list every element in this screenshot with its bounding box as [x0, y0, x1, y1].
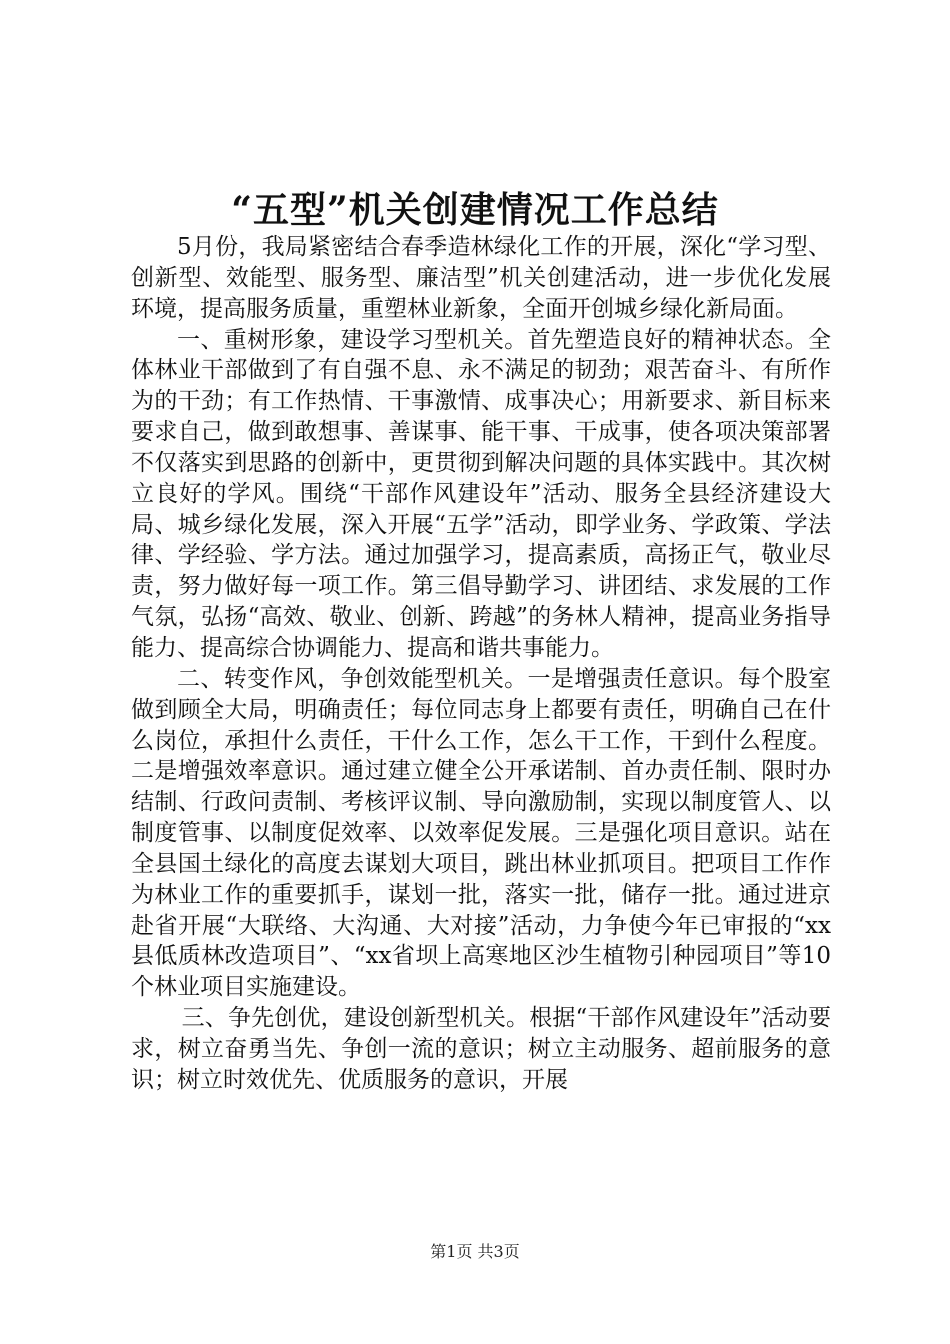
paragraph-innovation-organ: 三、争先创优，建设创新型机关。根据“干部作风建设年”活动要求，树立奋勇当先、争创一流的意识；树立主动服务、超前服务的意识；树立时效优先、优质服务的意识，开展 [131, 1005, 831, 1093]
paragraph-efficiency-organ: 二、转变作风，争创效能型机关。一是增强责任意识。每个股室做到顾全大局，明确责任；每位同志身上都要有责任，明确自己在什么岗位，承担什么责任，干什么工作，怎么干工作，干到什么程度。二是增强效率意识。通过建立健全公开承诺制、首办责任制、限时办结制、行政问责制、考核评议制、导向激励制，实现以制度管人、以制度管事、以制度促效率、以效率促发展。三是强化项目意识。站在全县国土绿化的高度去谋划大项目，跳出林业抓项目。把项目工作作为林业工作的重要抓手，谋划一批，落实一批，储存一批。通过进京赴省开展“大联络、大沟通、大对接”活动，力争使今年已审报的“xx县低质林改造项目”、“xx省坝上高寒地区沙生植物引种园项目”等10个林业项目实施建设。 [131, 665, 831, 1001]
document-body [131, 232, 831, 1096]
paragraph-learning-organ: 一、重树形象，建设学习型机关。首先塑造良好的精神状态。全体林业干部做到了有自强不息、永不满足的韧劲；艰苦奋斗、有所作为的干劲；有工作热情、干事激情、成事决心；用新要求、新目标来要求自己，做到敢想事、善谋事、能干事、干成事，使各项决策部署不仅落实到思路的创新中，更贯彻到解决问题的具体实践中。其次树立良好的学风。围绕“干部作风建设年”活动、服务全县经济建设大局、城乡绿化发展，深入开展“五学”活动，即学业务、学政策、学法律、学经验、学方法。通过加强学习，提高素质，高扬正气，敬业尽责，努力做好每一项工作。第三倡导勤学习、讲团结、求发展的工作气氛，弘扬“高效、敬业、创新、跨越”的务林人精神，提高业务指导能力、提高综合协调能力、提高和谐共事能力。 [131, 326, 831, 661]
paragraph-intro: 5月份，我局紧密结合春季造林绿化工作的开展，深化“学习型、创新型、效能型、服务型、廉洁型”机关创建活动，进一步优化发展环境，提高服务质量，重塑林业新象，全面开创城乡绿化新局面。 [131, 234, 831, 322]
document-title: “五型”机关创建情况工作总结 [231, 189, 719, 231]
page-number-footer: 第1页 共3页 [430, 1242, 520, 1261]
